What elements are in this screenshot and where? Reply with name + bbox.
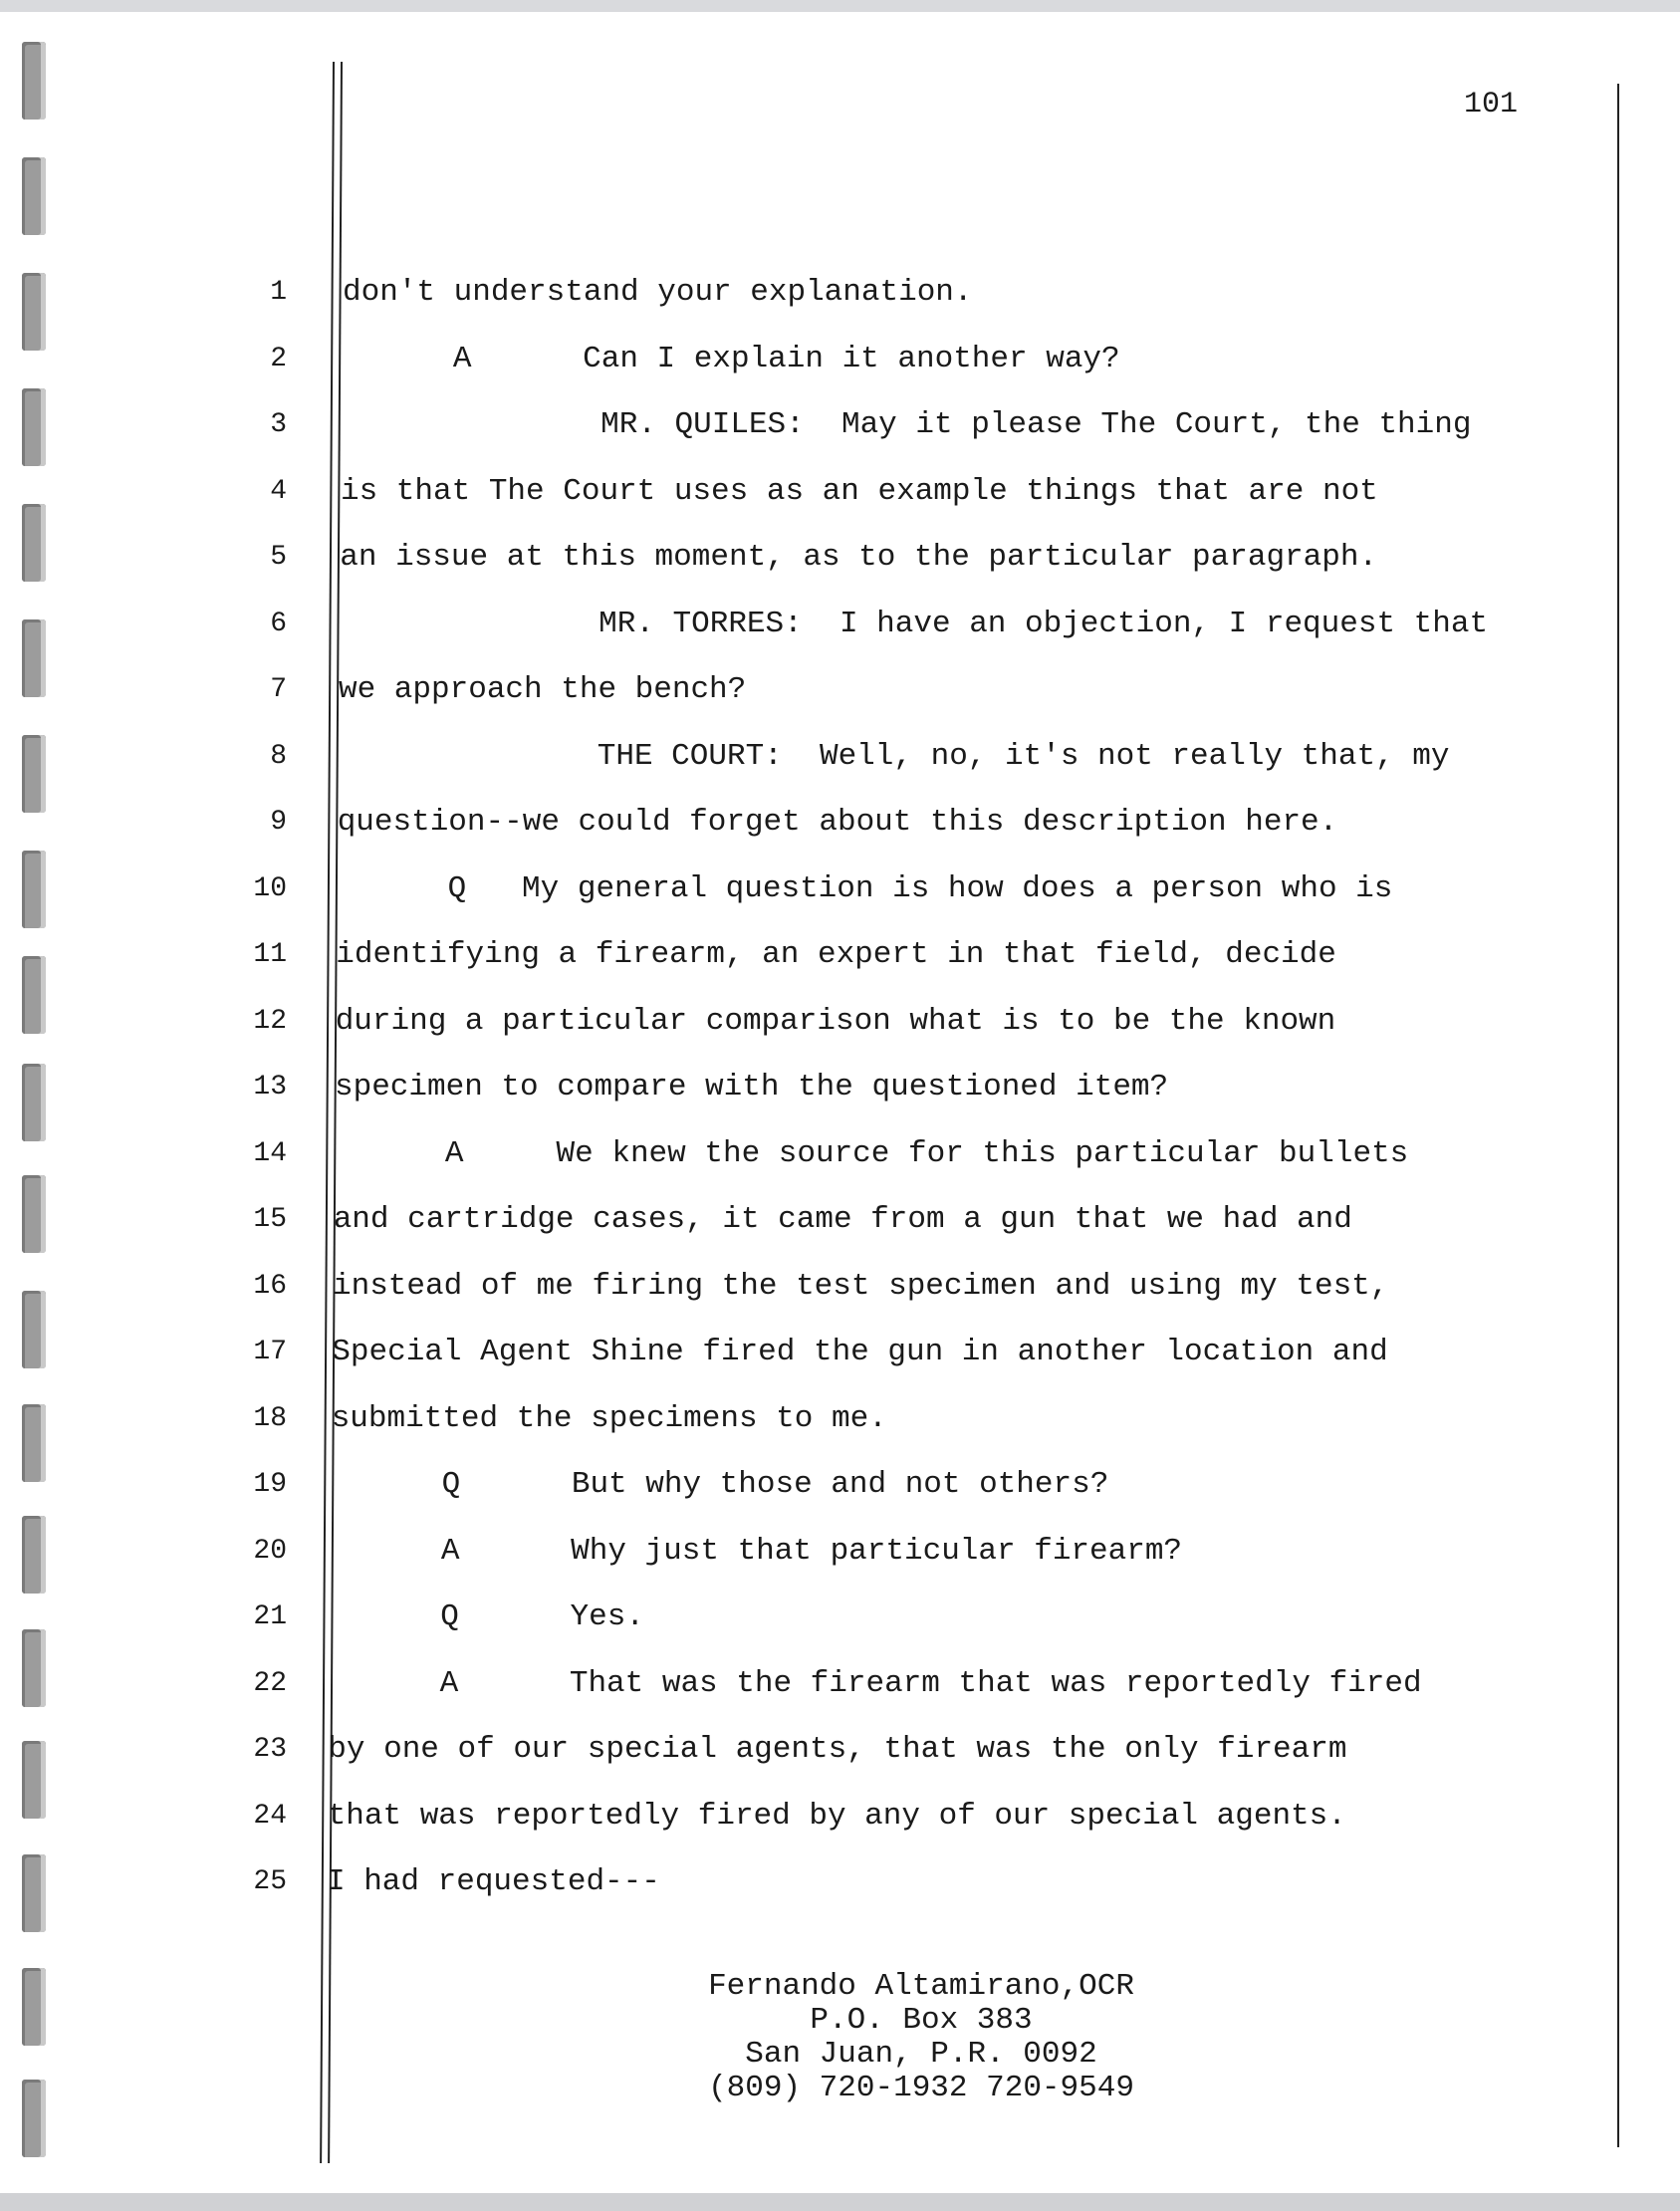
transcript-line: THE COURT: Well, no, it's not really that, my — [338, 738, 1450, 774]
line-number: 7 — [270, 674, 287, 705]
reporter-address-line-1: P.O. Box 383 — [810, 2003, 1033, 2038]
transcript-line: A That was the firearm that was reportedly fired — [329, 1665, 1422, 1701]
transcript-line: specimen to compare with the questioned item? — [335, 1070, 1169, 1105]
binder-hole — [22, 157, 46, 235]
reporter-name: Fernando Altamirano,OCR — [708, 1969, 1134, 2004]
line-number: 5 — [270, 542, 287, 573]
binder-holes — [0, 0, 60, 2211]
transcript-line: A We knew the source for this particular bullets — [334, 1135, 1409, 1171]
transcript-line: MR. QUILES: May it please The Court, the thing — [341, 407, 1472, 442]
line-number: 9 — [270, 807, 287, 838]
binder-hole — [22, 1291, 46, 1368]
binder-hole — [22, 2080, 46, 2157]
transcript-line: Q Yes. — [329, 1599, 644, 1634]
line-number: 21 — [253, 1601, 287, 1632]
transcript-line: don't understand your explanation. — [343, 275, 973, 310]
binder-hole — [22, 42, 46, 120]
transcript-line: A Can I explain it another way? — [342, 341, 1120, 376]
line-number: 18 — [253, 1402, 287, 1434]
transcript-line: is that The Court uses as an example things that are not — [341, 473, 1378, 509]
binder-hole — [22, 1741, 46, 1819]
line-number: 2 — [270, 343, 287, 374]
binder-hole — [22, 1175, 46, 1253]
line-number: 12 — [253, 1005, 287, 1037]
page-number: 101 — [1464, 88, 1519, 122]
left-margin-rule-outer — [320, 62, 335, 2163]
line-number: 16 — [253, 1270, 287, 1302]
line-number: 23 — [253, 1734, 287, 1765]
binder-hole — [22, 619, 46, 697]
reporter-address-line-2: San Juan, P.R. 0092 — [745, 2037, 1097, 2072]
transcript-line: question--we could forget about this description here. — [337, 805, 1338, 840]
line-number: 19 — [253, 1469, 287, 1500]
line-number: 14 — [253, 1137, 287, 1169]
line-number: 25 — [253, 1866, 287, 1897]
transcript-line: we approach the bench? — [339, 672, 747, 707]
line-number: 20 — [253, 1535, 287, 1567]
line-number: 13 — [253, 1072, 287, 1103]
transcript-line: identifying a firearm, an expert in that field, decide — [336, 937, 1336, 972]
reporter-phone: (809) 720-1932 720-9549 — [708, 2071, 1134, 2105]
transcript-line: by one of our special agents, that was the only firearm — [328, 1732, 1347, 1767]
transcript-line: instead of me firing the test specimen and using my test, — [333, 1268, 1389, 1304]
line-number: 10 — [253, 872, 287, 904]
transcript-line: Special Agent Shine fired the gun in another location and — [332, 1335, 1388, 1369]
line-number: 1 — [270, 277, 287, 308]
line-number: 3 — [270, 409, 287, 440]
line-number: 15 — [253, 1204, 287, 1235]
reporter-footer — [558, 1970, 1285, 2105]
page-top-edge — [0, 0, 1680, 12]
line-number: 8 — [270, 740, 287, 772]
binder-hole — [22, 851, 46, 928]
binder-hole — [22, 1854, 46, 1932]
line-number: 17 — [253, 1337, 287, 1367]
transcript-line: MR. TORRES: I have an objection, I request that — [339, 606, 1489, 641]
binder-hole — [22, 1404, 46, 1482]
binder-hole — [22, 1516, 46, 1594]
transcript-line: that was reportedly fired by any of our special agents. — [327, 1798, 1346, 1834]
transcript-line: Q My general question is how does a person who is — [337, 870, 1393, 906]
transcript-line: I had requested--- — [327, 1864, 660, 1899]
binder-hole — [22, 735, 46, 813]
binder-hole — [22, 1629, 46, 1707]
binder-hole — [22, 388, 46, 466]
transcript-line: and cartridge cases, it came from a gun that we had and — [333, 1202, 1352, 1237]
transcript-line: submitted the specimens to me. — [331, 1400, 887, 1436]
binder-hole — [22, 1968, 46, 2046]
line-number: 4 — [270, 475, 287, 507]
right-margin-rule — [1617, 84, 1619, 2147]
binder-hole — [22, 1064, 46, 1141]
binder-hole — [22, 504, 46, 582]
binder-hole — [22, 956, 46, 1034]
binder-hole — [22, 273, 46, 351]
line-number: 11 — [253, 939, 287, 970]
transcript-line: A Why just that particular firearm? — [330, 1533, 1183, 1569]
line-number: 6 — [270, 608, 287, 639]
transcript-line: Q But why those and not others? — [331, 1467, 1109, 1502]
line-number: 22 — [253, 1667, 287, 1699]
transcript-line: during a particular comparison what is to be the known — [335, 1003, 1336, 1039]
transcript-line: an issue at this moment, as to the particular paragraph. — [340, 540, 1378, 575]
line-number: 24 — [253, 1800, 287, 1832]
page-bottom-edge — [0, 2193, 1680, 2211]
